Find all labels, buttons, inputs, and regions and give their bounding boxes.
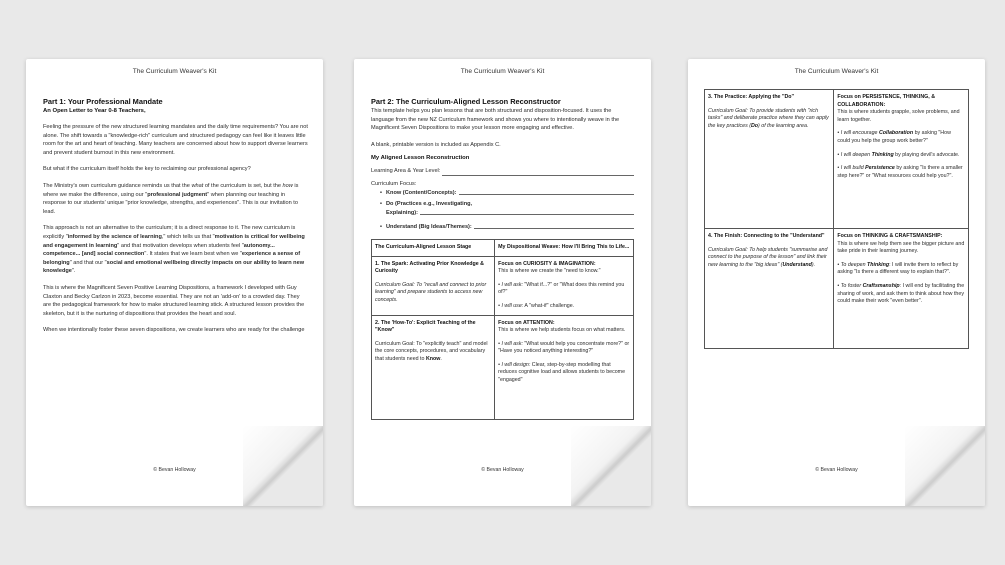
paragraph: When we intentionally foster these seven dispositions, we create learners who are ready for the challenge (43, 327, 305, 334)
page-2-body (371, 97, 634, 420)
page-1-subheading: An Open Letter to Year 0-8 Teachers, (43, 108, 146, 114)
page-2 (354, 59, 651, 506)
page-footer: © Bevan Holloway (481, 467, 524, 473)
paragraph: But what if the curriculum itself holds the key to reclaiming our professional agency? (43, 166, 251, 173)
paragraph: This template helps you plan lessons that are both structured and disposition-focused. It uses the language from the new NZ Curriculum framework and shows you where to intentionally weave in the Magnificent Seven Dispositions to make your lesson more engaging and effective. (371, 108, 620, 132)
page-1-body (43, 97, 309, 335)
paragraph: A blank, printable version is included as Appendix C. (371, 141, 501, 148)
curriculum-focus-label: Curriculum Focus: (371, 180, 417, 187)
template-subheading: My Aligned Lesson Reconstruction (371, 155, 470, 162)
page-header: The Curriculum Weaver's Kit (132, 68, 217, 75)
page-header: The Curriculum Weaver's Kit (794, 68, 879, 75)
page-3-body (704, 89, 969, 349)
page-footer: © Bevan Holloway (153, 467, 196, 473)
paragraph: This approach is not an alternative to the curriculum; it is a direct response to it. The new curriculum is explicitly "informed by the science of learning," which tells us that "motivation is critical for wellbeing and engagement in learning" and that motivation develops when students feel "autonomy... competence... [and] social connection". It states that we learn best when we "experience a sense of belonging" and that our "social and emotional wellbeing directly impacts on our ability to learn new knowledge". (43, 225, 305, 275)
understand-field: • Understand (Big Ideas/Themes): (380, 223, 634, 232)
page-curl (243, 426, 323, 506)
know-field: • Know (Content/Concepts): (380, 189, 634, 198)
paragraph: Feeling the pressure of the new structured learning mandates and the daily time requirements? You are not alone. The shift towards a "knowledge-rich" curriculum and structured pedagogy can feel like it leaves little room for the art and heart of teaching. Many teachers are concerned about how to support diverse learners and prevent student burnout in this new environment. (43, 124, 308, 156)
paragraph: The Ministry's own curriculum guidance reminds us that the what of the curriculum is set, but the how is where we make the difference, using our "professional judgment" when planning our teaching in response to our students' unique "prior knowledge, strengths, and experiences". This is our invitation to lead. (43, 182, 299, 215)
table-row: 3. The Practice: Applying the "Do" Curriculum Goal: To provide students with "rich tasks" and deliberate practice where they can apply the key practices (Do) of the learning area. Focus on PERSISTENCE, THINKING, & COLLABORATION: This is where students grapple, solve problems, and learn together. • I will encourage Collaboration by asking "How could you help the group work better?" • I will deepen Thinking by playing devil's advocate. • I will build Persistence by asking "Is there a smaller step here?" or "What resources could help you?". (705, 90, 969, 229)
column-header: The Curriculum-Aligned Lesson Stage (375, 243, 472, 250)
paragraph: This is where the Magnificent Seven Positive Learning Dispositions, a framework I developed with Guy Claxton and Becky Carlzon in 2023, become essential. They are not an 'add-on' to a crowded day. They are the pedagogical framework for how to make structured learning stick. A structured lesson provides the skeleton, but it is the nurturing of dispositions that provides the heart and soul. (43, 284, 305, 317)
page-2-heading: Part 2: The Curriculum-Aligned Lesson Reconstructor (371, 97, 561, 106)
column-header: My Dispositional Weave: How I'll Bring This to Life... (498, 243, 630, 250)
table-header-row (372, 239, 634, 256)
page-1 (26, 59, 323, 506)
table-row: 4. The Finish: Connecting to the "Understand" Curriculum Goal: To help students "summarise and connect to the purpose of the lesson" and link their new learning to the "big ideas" (Understand). Focus on THINKING & CRAFTSMANSHIP: This is where we help them see the bigger picture and take pride in their learning journey. • To deepen Thinking: I will invite them to reflect by asking "Is there a different way to explain that?". • To foster Craftsmanship: I will end by facilitating the sharing of work, and ask them to think about how they could make their work "even better". (705, 229, 969, 349)
table-row: 2. The 'How-To': Explicit Teaching of the "Know" Curriculum Goal: To "explicitly teach" and model the core concepts, procedures, and vocabulary that students need to Know. Focus on ATTENTION: This is where we help students focus on what matters. • I will ask: "What would help you concentrate more?" or "Have you noticed anything interesting?" • I will design: Clear, step-by-step modelling that reduces cognitive load and allows students to become "engaged" (372, 315, 634, 419)
do-field-line: Explaining): (386, 209, 634, 218)
page-footer: © Bevan Holloway (815, 467, 858, 473)
lesson-table-continued (704, 89, 969, 349)
lesson-table (371, 239, 634, 420)
learning-area-field: Learning Area & Year Level: (371, 167, 634, 176)
page-1-heading: Part 1: Your Professional Mandate (43, 97, 163, 106)
page-3 (688, 59, 985, 506)
page-curl (905, 426, 985, 506)
page-header: The Curriculum Weaver's Kit (460, 68, 545, 75)
do-field: • Do (Practices e.g., Investigating, (380, 201, 473, 208)
page-curl (571, 426, 651, 506)
table-row: 1. The Spark: Activating Prior Knowledge & Curiosity Curriculum Goal: To "recall and connect to prior learning" and prepare students to access new concepts. Focus on CURIOSITY & IMAGINATION: This is where we create the "need to know." • I will ask: "What if...?" or "What does this remind you of?" • I will use: A "what-if" challenge. (372, 256, 634, 315)
